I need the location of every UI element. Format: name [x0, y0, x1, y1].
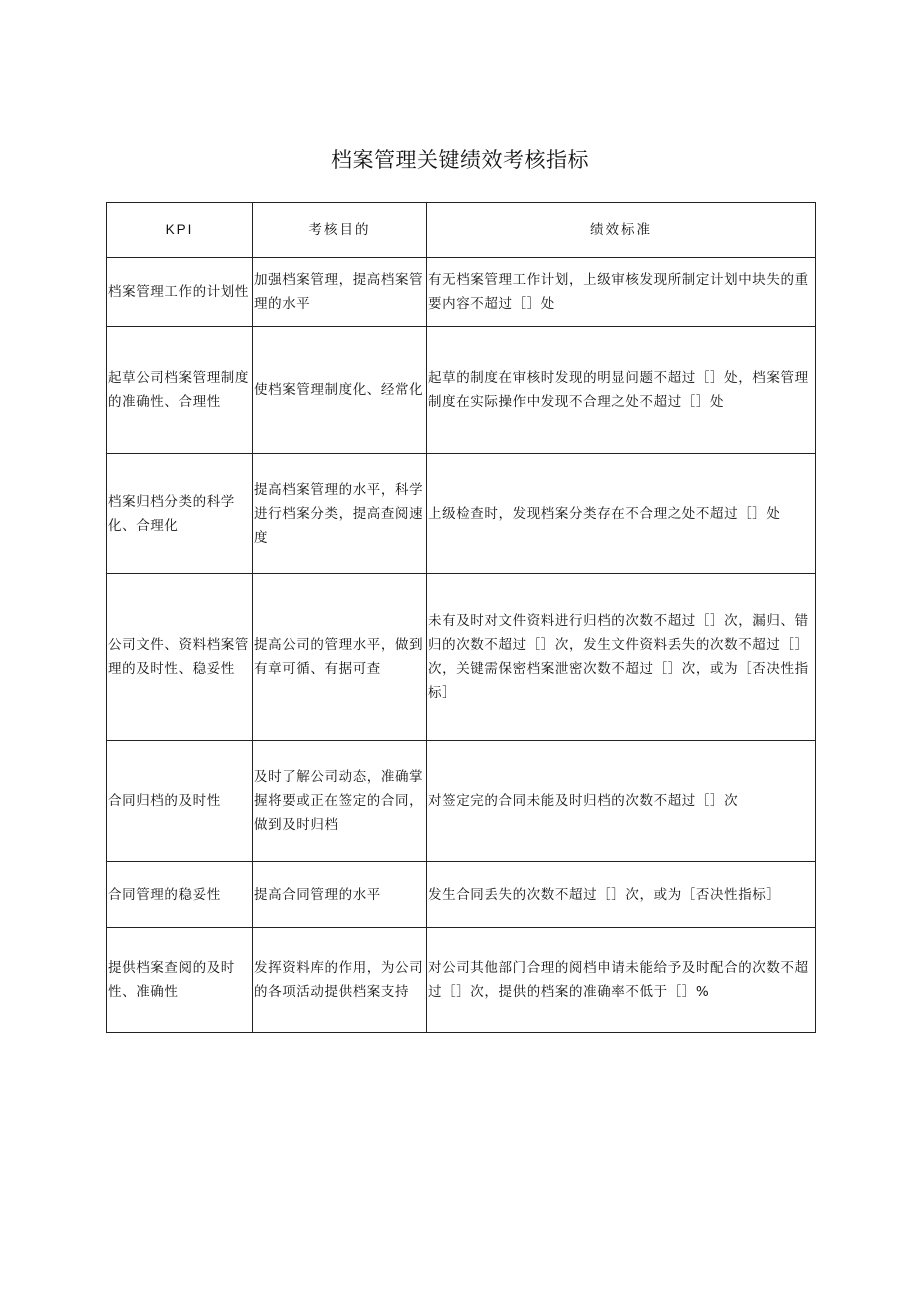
- kpi-cell: 档案管理工作的计划性: [107, 258, 253, 327]
- purpose-cell: 提高档案管理的水平，科学进行档案分类，提高查阅速度: [253, 454, 427, 574]
- header-kpi: KPI: [107, 203, 253, 258]
- standard-cell: 发生合同丢失的次数不超过［］次，或为［否决性指标］: [427, 862, 816, 928]
- kpi-cell: 档案归档分类的科学化、合理化: [107, 454, 253, 574]
- standard-cell: 对签定完的合同未能及时归档的次数不超过［］次: [427, 741, 816, 862]
- kpi-cell: 合同管理的稳妥性: [107, 862, 253, 928]
- kpi-table: [106, 202, 816, 1033]
- table-row: [107, 741, 816, 862]
- table-row: [107, 862, 816, 928]
- purpose-cell: 使档案管理制度化、经常化: [253, 327, 427, 454]
- purpose-cell: 提高合同管理的水平: [253, 862, 427, 928]
- header-purpose: 考核目的: [253, 203, 427, 258]
- kpi-cell: 公司文件、资料档案管理的及时性、稳妥性: [107, 574, 253, 741]
- table-header-row: [107, 203, 816, 258]
- table-row: [107, 574, 816, 741]
- purpose-cell: 及时了解公司动态，准确掌握将要或正在签定的合同，做到及时归档: [253, 741, 427, 862]
- standard-cell: 有无档案管理工作计划，上级审核发现所制定计划中块失的重要内容不超过［］处: [427, 258, 816, 327]
- kpi-cell: 提供档案查阅的及时性、准确性: [107, 928, 253, 1033]
- standard-cell: 起草的制度在审核时发现的明显问题不超过［］处，档案管理制度在实际操作中发现不合理之处不超过［］处: [427, 327, 816, 454]
- table-row: [107, 327, 816, 454]
- purpose-cell: 加强档案管理，提高档案管理的水平: [253, 258, 427, 327]
- standard-cell: 上级检查时，发现档案分类存在不合理之处不超过［］处: [427, 454, 816, 574]
- kpi-cell: 起草公司档案管理制度的准确性、合理性: [107, 327, 253, 454]
- standard-cell: 对公司其他部门合理的阅档申请未能给予及时配合的次数不超过［］次，提供的档案的准确率不低于［］%: [427, 928, 816, 1033]
- header-standard: 绩效标准: [427, 203, 816, 258]
- purpose-cell: 发挥资料库的作用，为公司的各项活动提供档案支持: [253, 928, 427, 1033]
- kpi-cell: 合同归档的及时性: [107, 741, 253, 862]
- standard-cell: 未有及时对文件资料进行归档的次数不超过［］次，漏归、错归的次数不超过［］次，发生文件资料丢失的次数不超过［］次，关键需保密档案泄密次数不超过［］次，或为［否决性指标］: [427, 574, 816, 741]
- purpose-cell: 提高公司的管理水平，做到有章可循、有据可查: [253, 574, 427, 741]
- table-row: [107, 454, 816, 574]
- table-row: [107, 258, 816, 327]
- page-title: 档案管理关键绩效考核指标: [331, 148, 589, 172]
- table-row: [107, 928, 816, 1033]
